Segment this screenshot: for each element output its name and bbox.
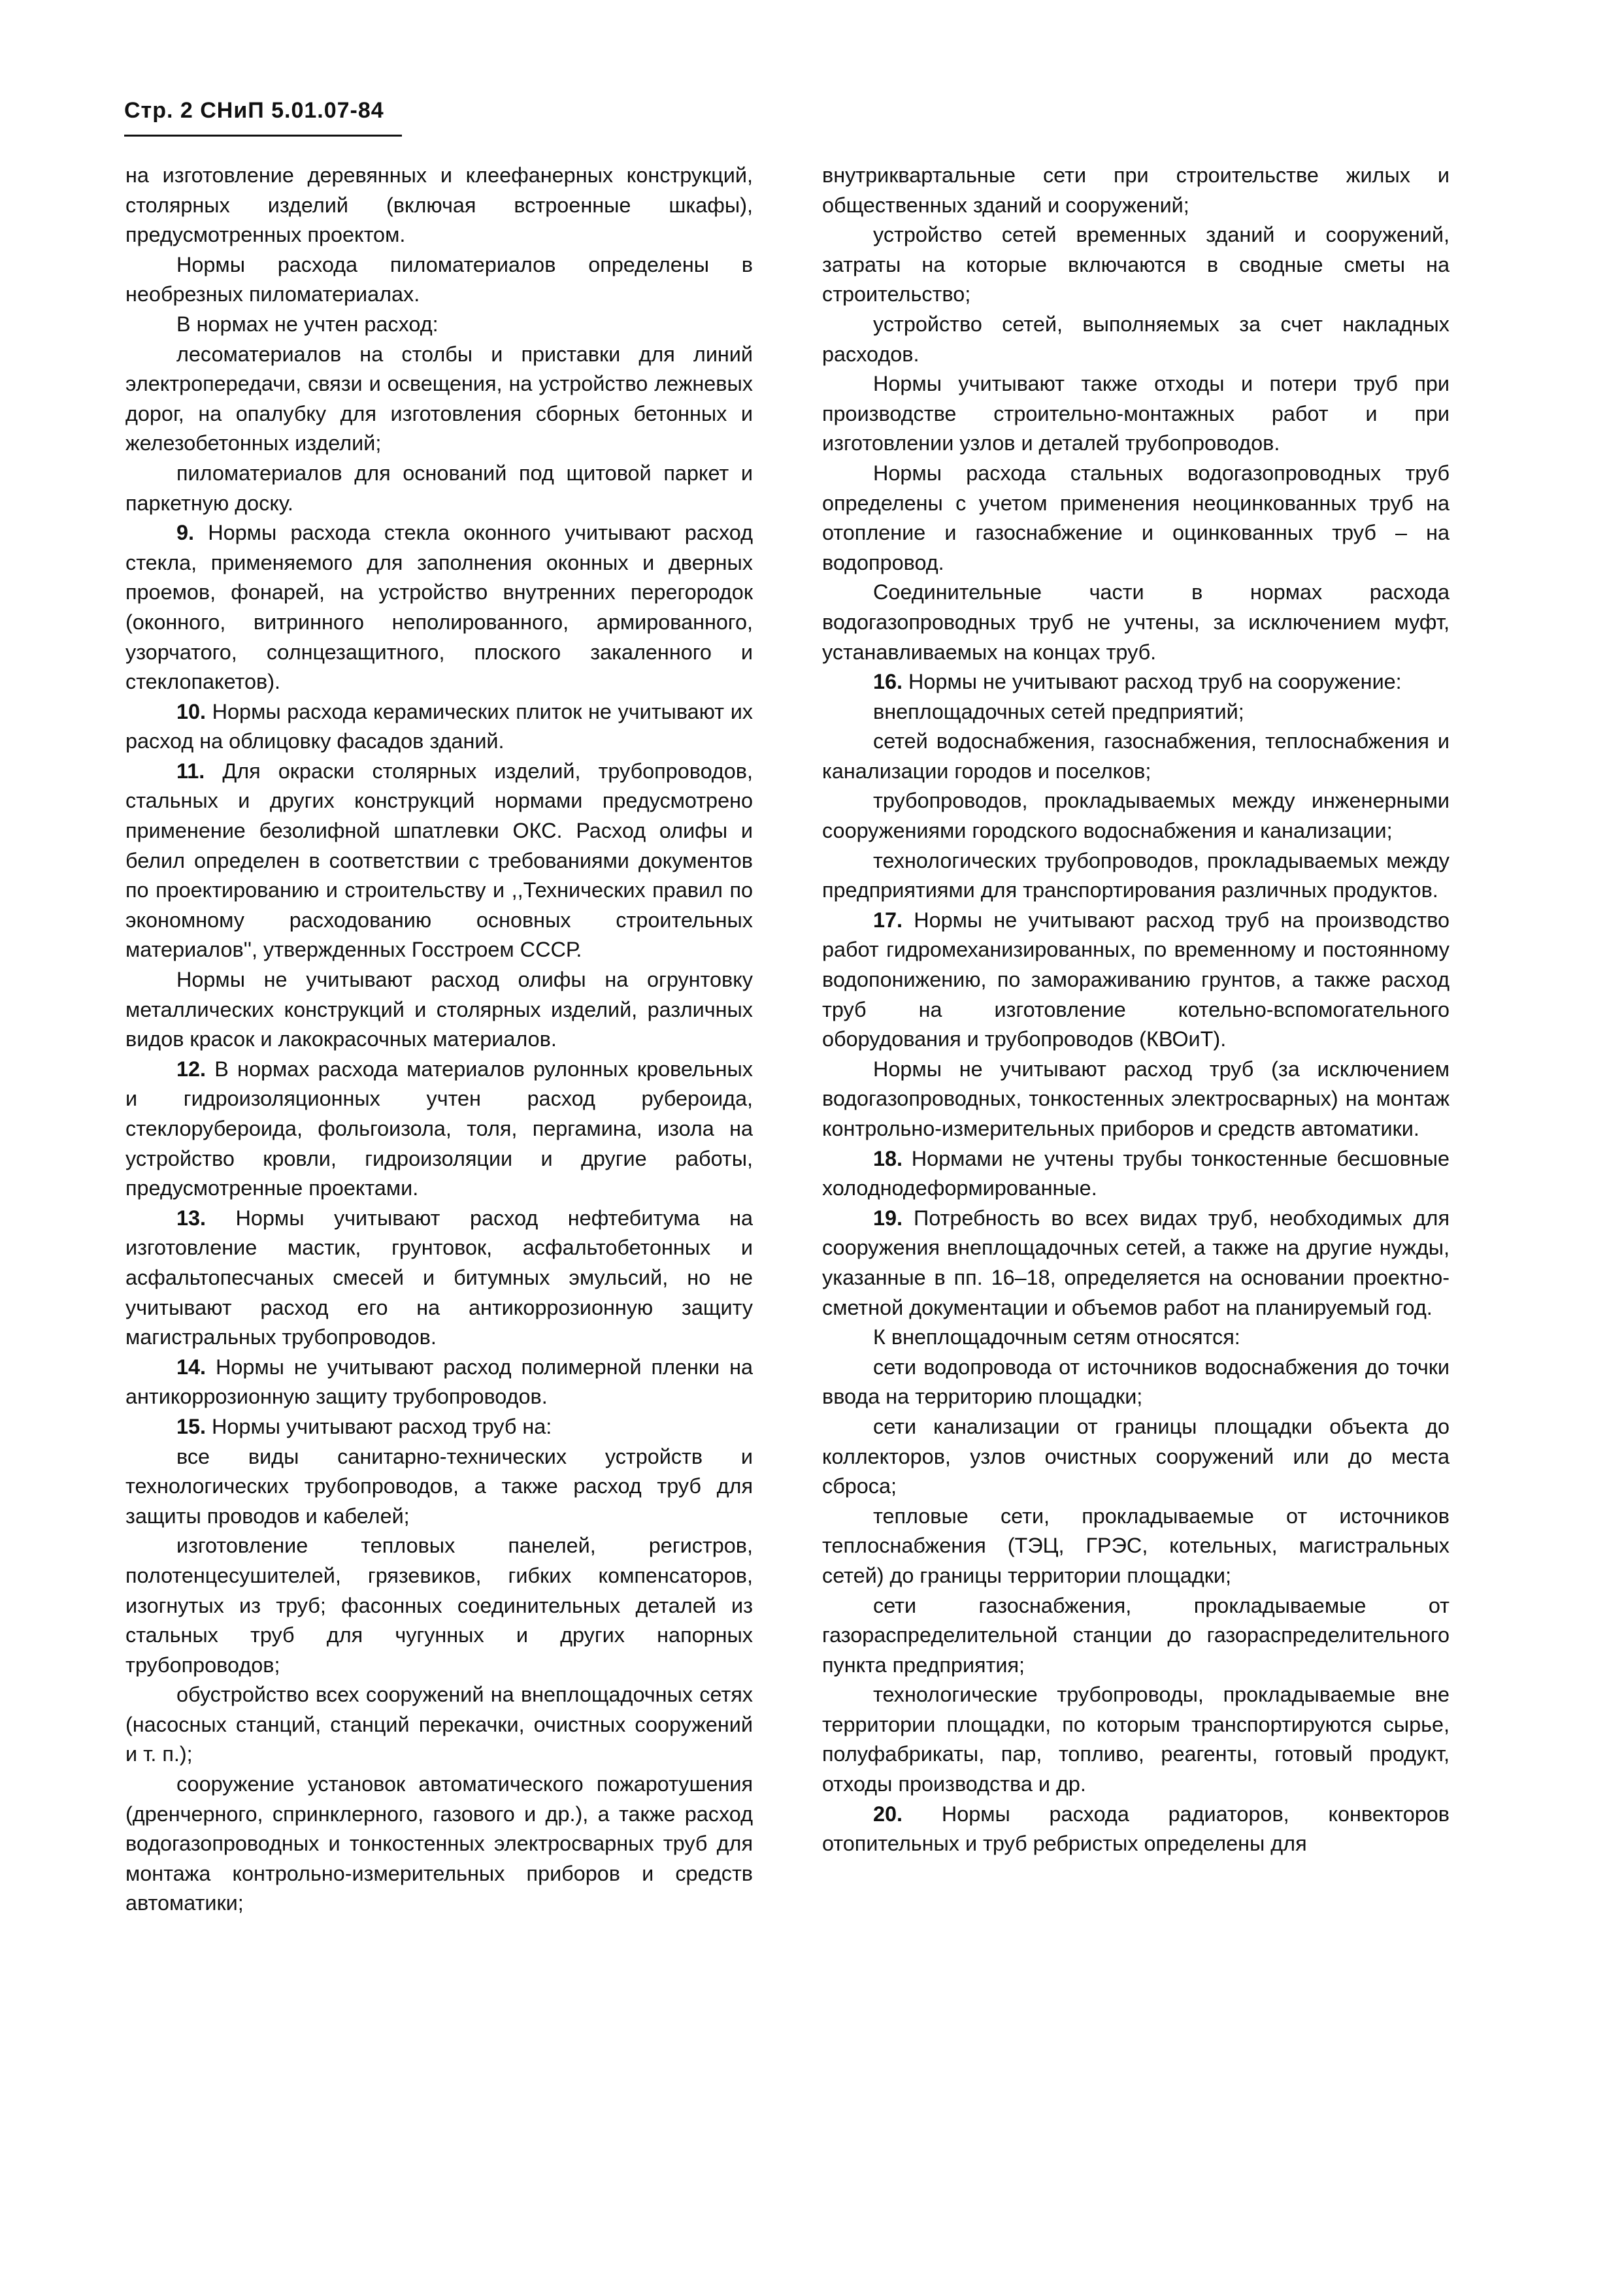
paragraph: [822, 1680, 1450, 1799]
paragraph-text: лесоматериалов на столбы и приставки для линий электропередачи, связи и освещения, на устройство лежневых дорог, на опалубку для изготовления сборных бетонных и железобетонных изделий;: [125, 342, 753, 455]
paragraph-text: Нормы расхода стальных водогазопроводных труб определены с учетом применения неоцинкованных труб на отопление и газоснабжение и оцинкованных труб – на водопровод.: [822, 461, 1450, 574]
paragraph: [822, 786, 1450, 846]
left-text-column: [125, 161, 753, 1919]
clause-number: 16.: [873, 670, 903, 694]
paragraph-text: трубопроводов, прокладываемых между инженерными сооружениями городского водоснабжения и канализации;: [822, 789, 1450, 843]
paragraph-text: Нормы не учитывают расход труб на производство работ гидромеханизированных, по временному и постоянному водопонижению, по замораживанию грунтов, а также расход труб на изготовление котельно-вспомогательного оборудования и трубопроводов (КВОиТ).: [822, 908, 1450, 1051]
paragraph: [822, 727, 1450, 786]
paragraph-text: В нормах расхода материалов рулонных кровельных и гидроизоляционных учтен расход рубероида, стеклорубероида, фольгоизола, толя, пергамина, изола на устройство кровли, гидроизоляции и другие работы, предусмотренные проектами.: [125, 1057, 754, 1200]
paragraph-text: сети водопровода от источников водоснабжения до точки ввода на территорию площадки;: [822, 1355, 1450, 1409]
paragraph: [125, 518, 753, 697]
paragraph: [125, 1055, 753, 1204]
paragraph: [822, 846, 1450, 906]
paragraph: [822, 459, 1450, 578]
paragraph-text: Нормы расхода пиломатериалов определены в необрезных пиломатериалах.: [125, 252, 753, 306]
paragraph-text: сооружение установок автоматического пожаротушения (дренчерного, спринклерного, газового и др.), а также расход водогазопроводных и тонкостенных электросварных труб для монтажа контрольно-измерительных приборов и средств автоматики;: [125, 1772, 753, 1915]
paragraph: [125, 340, 753, 459]
paragraph: [822, 1204, 1450, 1323]
header-divider: [124, 135, 402, 137]
clause-number: 14.: [176, 1355, 207, 1379]
paragraph-text: Нормы учитывают расход труб на:: [212, 1414, 552, 1438]
paragraph: [822, 1412, 1450, 1502]
paragraph: [125, 250, 753, 310]
paragraph: [822, 1055, 1450, 1144]
paragraph: [125, 459, 753, 518]
paragraph-text: Нормы не учитывают расход труб (за исключением водогазопроводных, тонкостенных электросварных) на монтаж контрольно-измерительных приборов и средств автоматики.: [822, 1057, 1450, 1140]
paragraph: [822, 578, 1450, 667]
clause-number: 18.: [873, 1146, 903, 1170]
paragraph-text: Нормы расхода стекла оконного учитывают расход стекла, применяемого для заполнения оконных и дверных проемов, фонарей, на устройство внутренних перегородок (оконного, витринного неполированного, армированного, узорчатого, солнцезащитного, плоского закаленного и стеклопакетов).: [125, 521, 754, 694]
paragraph: [822, 369, 1450, 459]
paragraph: [822, 1353, 1450, 1412]
page-header: Стр. 2 СНиП 5.01.07-84: [124, 98, 384, 123]
paragraph-text: пиломатериалов для оснований под щитовой паркет и паркетную доску.: [125, 461, 753, 515]
paragraph-text: Нормы не учитывают расход олифы на огрунтовку металлических конструкций и столярных изделий, различных видов красок и лакокрасочных материалов.: [125, 968, 753, 1051]
clause-number: 10.: [176, 699, 207, 723]
paragraph: [125, 1442, 753, 1532]
paragraph: [822, 1144, 1450, 1204]
clause-number: 12.: [176, 1057, 207, 1081]
paragraph-text: Нормы расхода керамических плиток не учитывают их расход на облицовку фасадов зданий.: [125, 699, 754, 753]
paragraph-text: Нормы не учитывают расход труб на сооружение:: [908, 670, 1402, 694]
clause-number: 19.: [873, 1206, 903, 1230]
paragraph-text: внеплощадочных сетей предприятий;: [873, 699, 1244, 723]
paragraph-text: В нормах не учтен расход:: [176, 312, 439, 336]
paragraph-text: внутриквартальные сети при строительстве жилых и общественных зданий и сооружений;: [822, 163, 1450, 217]
paragraph-text: К внеплощадочным сетям относятся:: [873, 1325, 1240, 1349]
paragraph: [822, 220, 1450, 310]
paragraph-text: Нормы учитывают расход нефтебитума на изготовление мастик, грунтовок, асфальтобетонных и асфальтопесчаных смесей и битумных эмульсий, но не учитывают расход его на антикоррозионную защиту магистральных трубопроводов.: [125, 1206, 754, 1349]
paragraph: [822, 667, 1450, 697]
paragraph-text: сети канализации от границы площадки объекта до коллекторов, узлов очистных сооружений или до места сброса;: [822, 1414, 1450, 1498]
paragraph-text: технологических трубопроводов, прокладываемых между предприятиями для транспортирования различных продуктов.: [822, 848, 1450, 902]
paragraph: [125, 1412, 753, 1442]
paragraph-text: тепловые сети, прокладываемые от источников теплоснабжения (ТЭЦ, ГРЭС, котельных, магистральных сетей) до границы территории площадки;: [822, 1504, 1450, 1587]
right-text-column: [822, 161, 1450, 1859]
paragraph: [125, 965, 753, 1055]
paragraph-text: устройство сетей временных зданий и сооружений, затраты на которые включаются в сводные сметы на строительство;: [822, 223, 1450, 306]
paragraph-text: все виды санитарно-технических устройств и технологических трубопроводов, а также расход труб для защиты проводов и кабелей;: [125, 1444, 753, 1528]
paragraph-text: обустройство всех сооружений на внеплощадочных сетях (насосных станций, станций перекачки, очистных сооружений и т. п.);: [125, 1683, 753, 1766]
paragraph: [125, 161, 753, 250]
paragraph: [822, 1800, 1450, 1859]
paragraph: [125, 310, 753, 340]
paragraph-text: Нормами не учтены трубы тонкостенные бесшовные холоднодеформированные.: [822, 1146, 1450, 1200]
paragraph: [822, 310, 1450, 369]
paragraph-text: Потребность во всех видах труб, необходимых для сооружения внеплощадочных сетей, а также на другие нужды, указанные в пп. 16–18, определяется на основании проектно-сметной документации и объемов работ на планируемый год.: [822, 1206, 1450, 1319]
paragraph: [125, 1531, 753, 1680]
paragraph: [822, 1323, 1450, 1353]
paragraph: [822, 1502, 1450, 1591]
clause-number: 17.: [873, 908, 903, 932]
paragraph: [125, 1770, 753, 1919]
paragraph: [125, 757, 753, 965]
paragraph: [822, 697, 1450, 727]
clause-number: 20.: [873, 1802, 903, 1826]
paragraph-text: Нормы учитывают также отходы и потери труб при производстве строительно-монтажных работ и при изготовлении узлов и деталей трубопроводов.: [822, 372, 1450, 455]
clause-number: 15.: [176, 1414, 207, 1438]
paragraph: [125, 1353, 753, 1412]
paragraph-text: сетей водоснабжения, газоснабжения, теплоснабжения и канализации городов и поселков;: [822, 729, 1450, 783]
clause-number: 9.: [176, 521, 195, 545]
paragraph-text: Нормы расхода радиаторов, конвекторов отопительных и труб ребристых определены для: [822, 1802, 1450, 1856]
paragraph: [125, 697, 753, 757]
paragraph-text: технологические трубопроводы, прокладываемые вне территории площадки, по которым транспортируются сырье, полуфабрикаты, пар, топливо, реагенты, готовый продукт, отходы производства и др.: [822, 1683, 1450, 1796]
paragraph-text: Соединительные части в нормах расхода водогазопроводных труб не учтены, за исключением муфт, устанавливаемых на концах труб.: [822, 580, 1450, 664]
paragraph-text: Для окраски столярных изделий, трубопроводов, стальных и других конструкций нормами предусмотрено применение безолифной шпатлевки ОКС. Расход олифы и белил определен в соответствии с требованиями документов по проектированию и строительству и ,,Технических правил по экономному расходованию основных строительных материалов'', утвержденных Госстроем СССР.: [125, 759, 753, 962]
clause-number: 13.: [176, 1206, 207, 1230]
paragraph: [125, 1680, 753, 1770]
paragraph-text: сети газоснабжения, прокладываемые от газораспределительной станции до газораспределительного пункта предприятия;: [822, 1593, 1450, 1677]
paragraph-text: изготовление тепловых панелей, регистров, полотенцесушителей, грязевиков, гибких компенсаторов, изогнутых из труб; фасонных соединительных деталей из стальных труб для чугунных и других напорных трубопроводов;: [125, 1534, 753, 1677]
paragraph-text: устройство сетей, выполняемых за счет накладных расходов.: [822, 312, 1450, 366]
paragraph: [822, 161, 1450, 220]
paragraph: [822, 1591, 1450, 1681]
paragraph: [125, 1204, 753, 1353]
paragraph-text: Нормы не учитывают расход полимерной пленки на антикоррозионную защиту трубопроводов.: [125, 1355, 754, 1409]
paragraph: [822, 906, 1450, 1055]
clause-number: 11.: [176, 759, 205, 783]
paragraph-text: на изготовление деревянных и клеефанерных конструкций, столярных изделий (включая встроенные шкафы), предусмотренных проектом.: [125, 163, 753, 247]
